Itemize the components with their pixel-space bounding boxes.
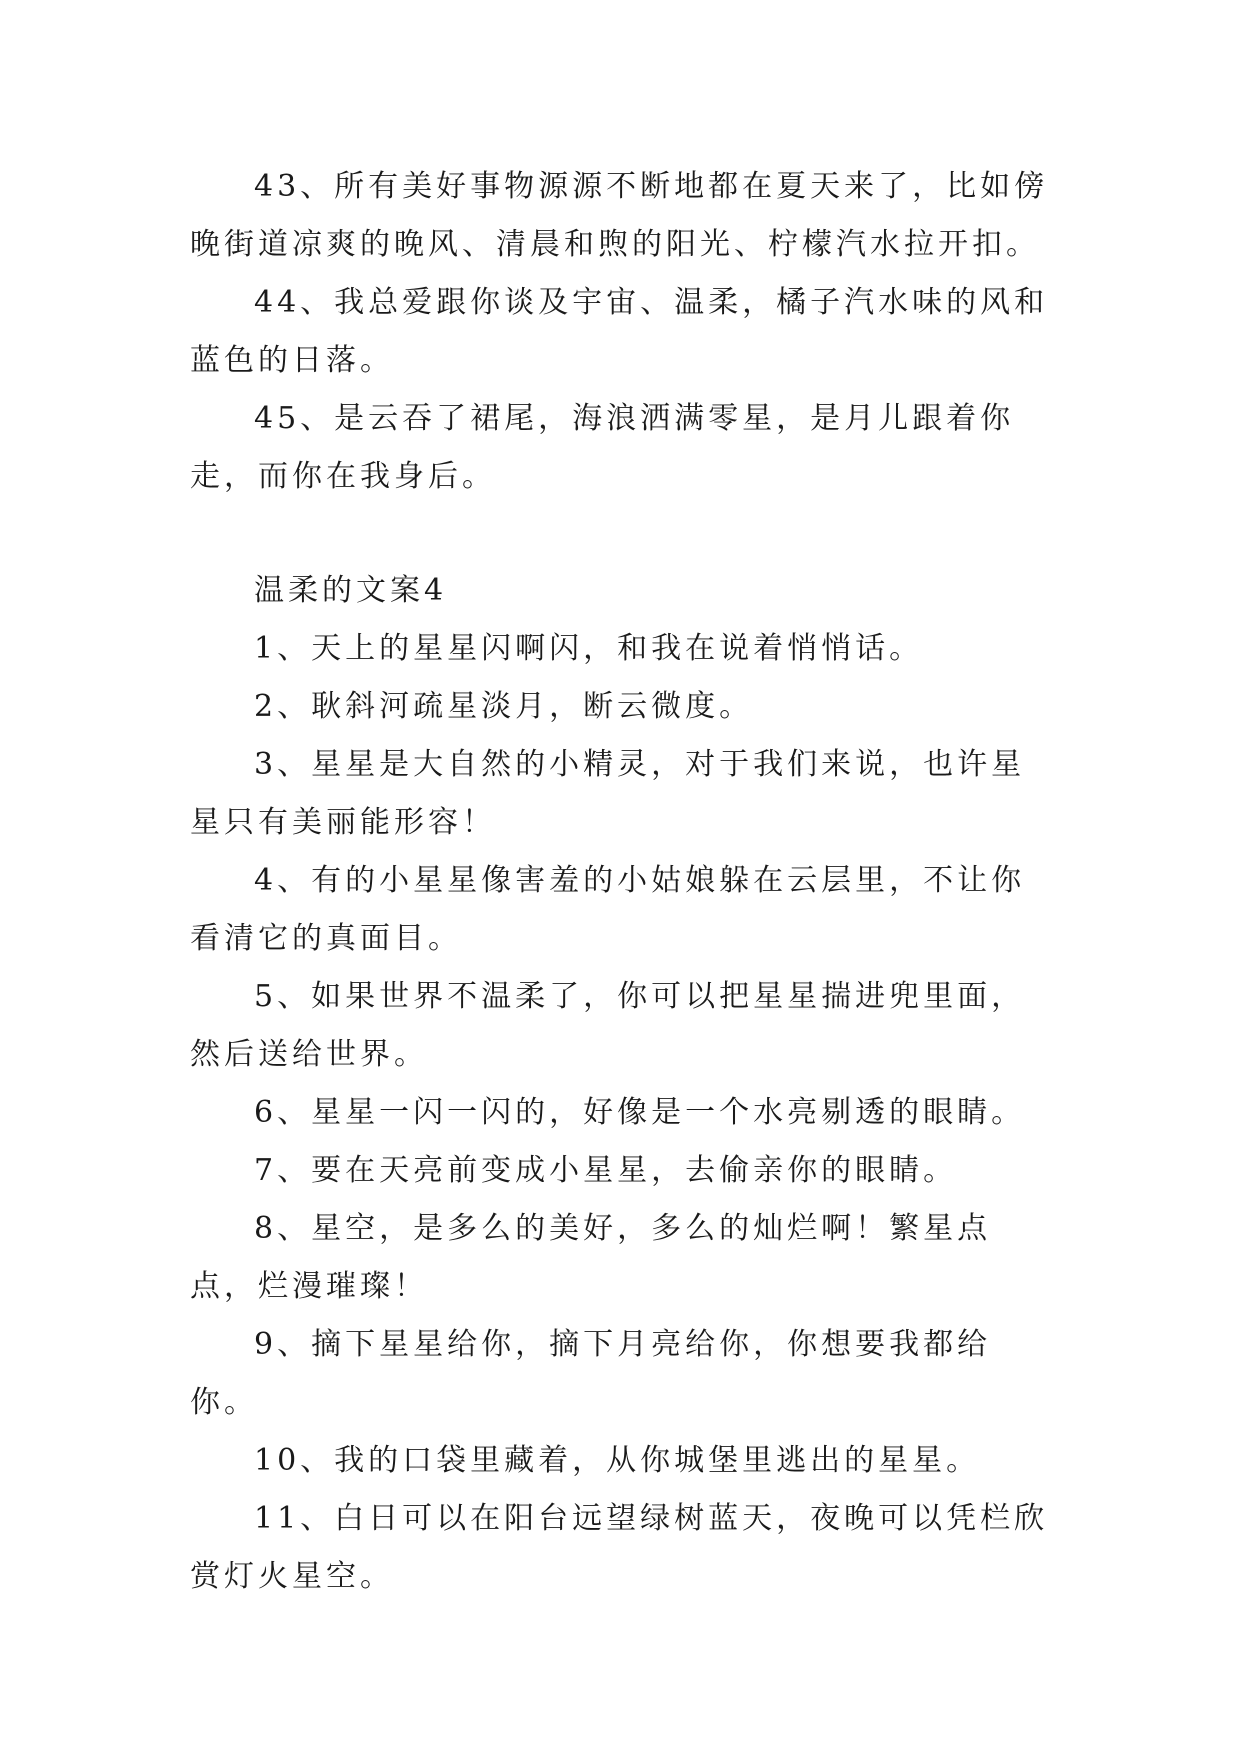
paragraph-45: 45、是云吞了裙尾，海浪洒满零星，是月儿跟着你走，而你在我身后。 — [190, 401, 1015, 494]
paragraph-6: 6、星星一闪一闪的，好像是一个水亮剔透的眼睛。 — [254, 1095, 1026, 1130]
paragraph-5: 5、如果世界不温柔了，你可以把星星揣进兜里面，然后送给世界。 — [190, 979, 1026, 1072]
paragraph-7: 7、要在天亮前变成小星星，去偷亲你的眼睛。 — [254, 1153, 958, 1188]
paragraph-9: 9、摘下星星给你，摘下月亮给你，你想要我都给你。 — [190, 1327, 992, 1420]
section-heading: 温柔的文案4 — [254, 573, 448, 608]
paragraph-1: 1、天上的星星闪啊闪，和我在说着悄悄话。 — [254, 631, 924, 666]
paragraph-11: 11、白日可以在阳台远望绿树蓝天，夜晚可以凭栏欣赏灯火星空。 — [190, 1501, 1049, 1594]
document-body — [190, 158, 1052, 1606]
paragraph-2: 2、耿斜河疏星淡月，断云微度。 — [254, 689, 754, 724]
paragraph-43: 43、所有美好事物源源不断地都在夏天来了，比如傍晚街道凉爽的晚风、清晨和煦的阳光、柠檬汽水拉开扣。 — [190, 169, 1049, 262]
paragraph-10: 10、我的口袋里藏着，从你城堡里逃出的星星。 — [254, 1443, 981, 1478]
paragraph-3: 3、星星是大自然的小精灵，对于我们来说，也许星星只有美丽能形容！ — [190, 747, 1026, 840]
paragraph-44: 44、我总爱跟你谈及宇宙、温柔，橘子汽水味的风和蓝色的日落。 — [190, 285, 1049, 378]
paragraph-8: 8、星空，是多么的美好，多么的灿烂啊！繁星点点，烂漫璀璨！ — [190, 1211, 992, 1304]
paragraph-4: 4、有的小星星像害羞的小姑娘躲在云层里，不让你看清它的真面目。 — [190, 863, 1026, 956]
